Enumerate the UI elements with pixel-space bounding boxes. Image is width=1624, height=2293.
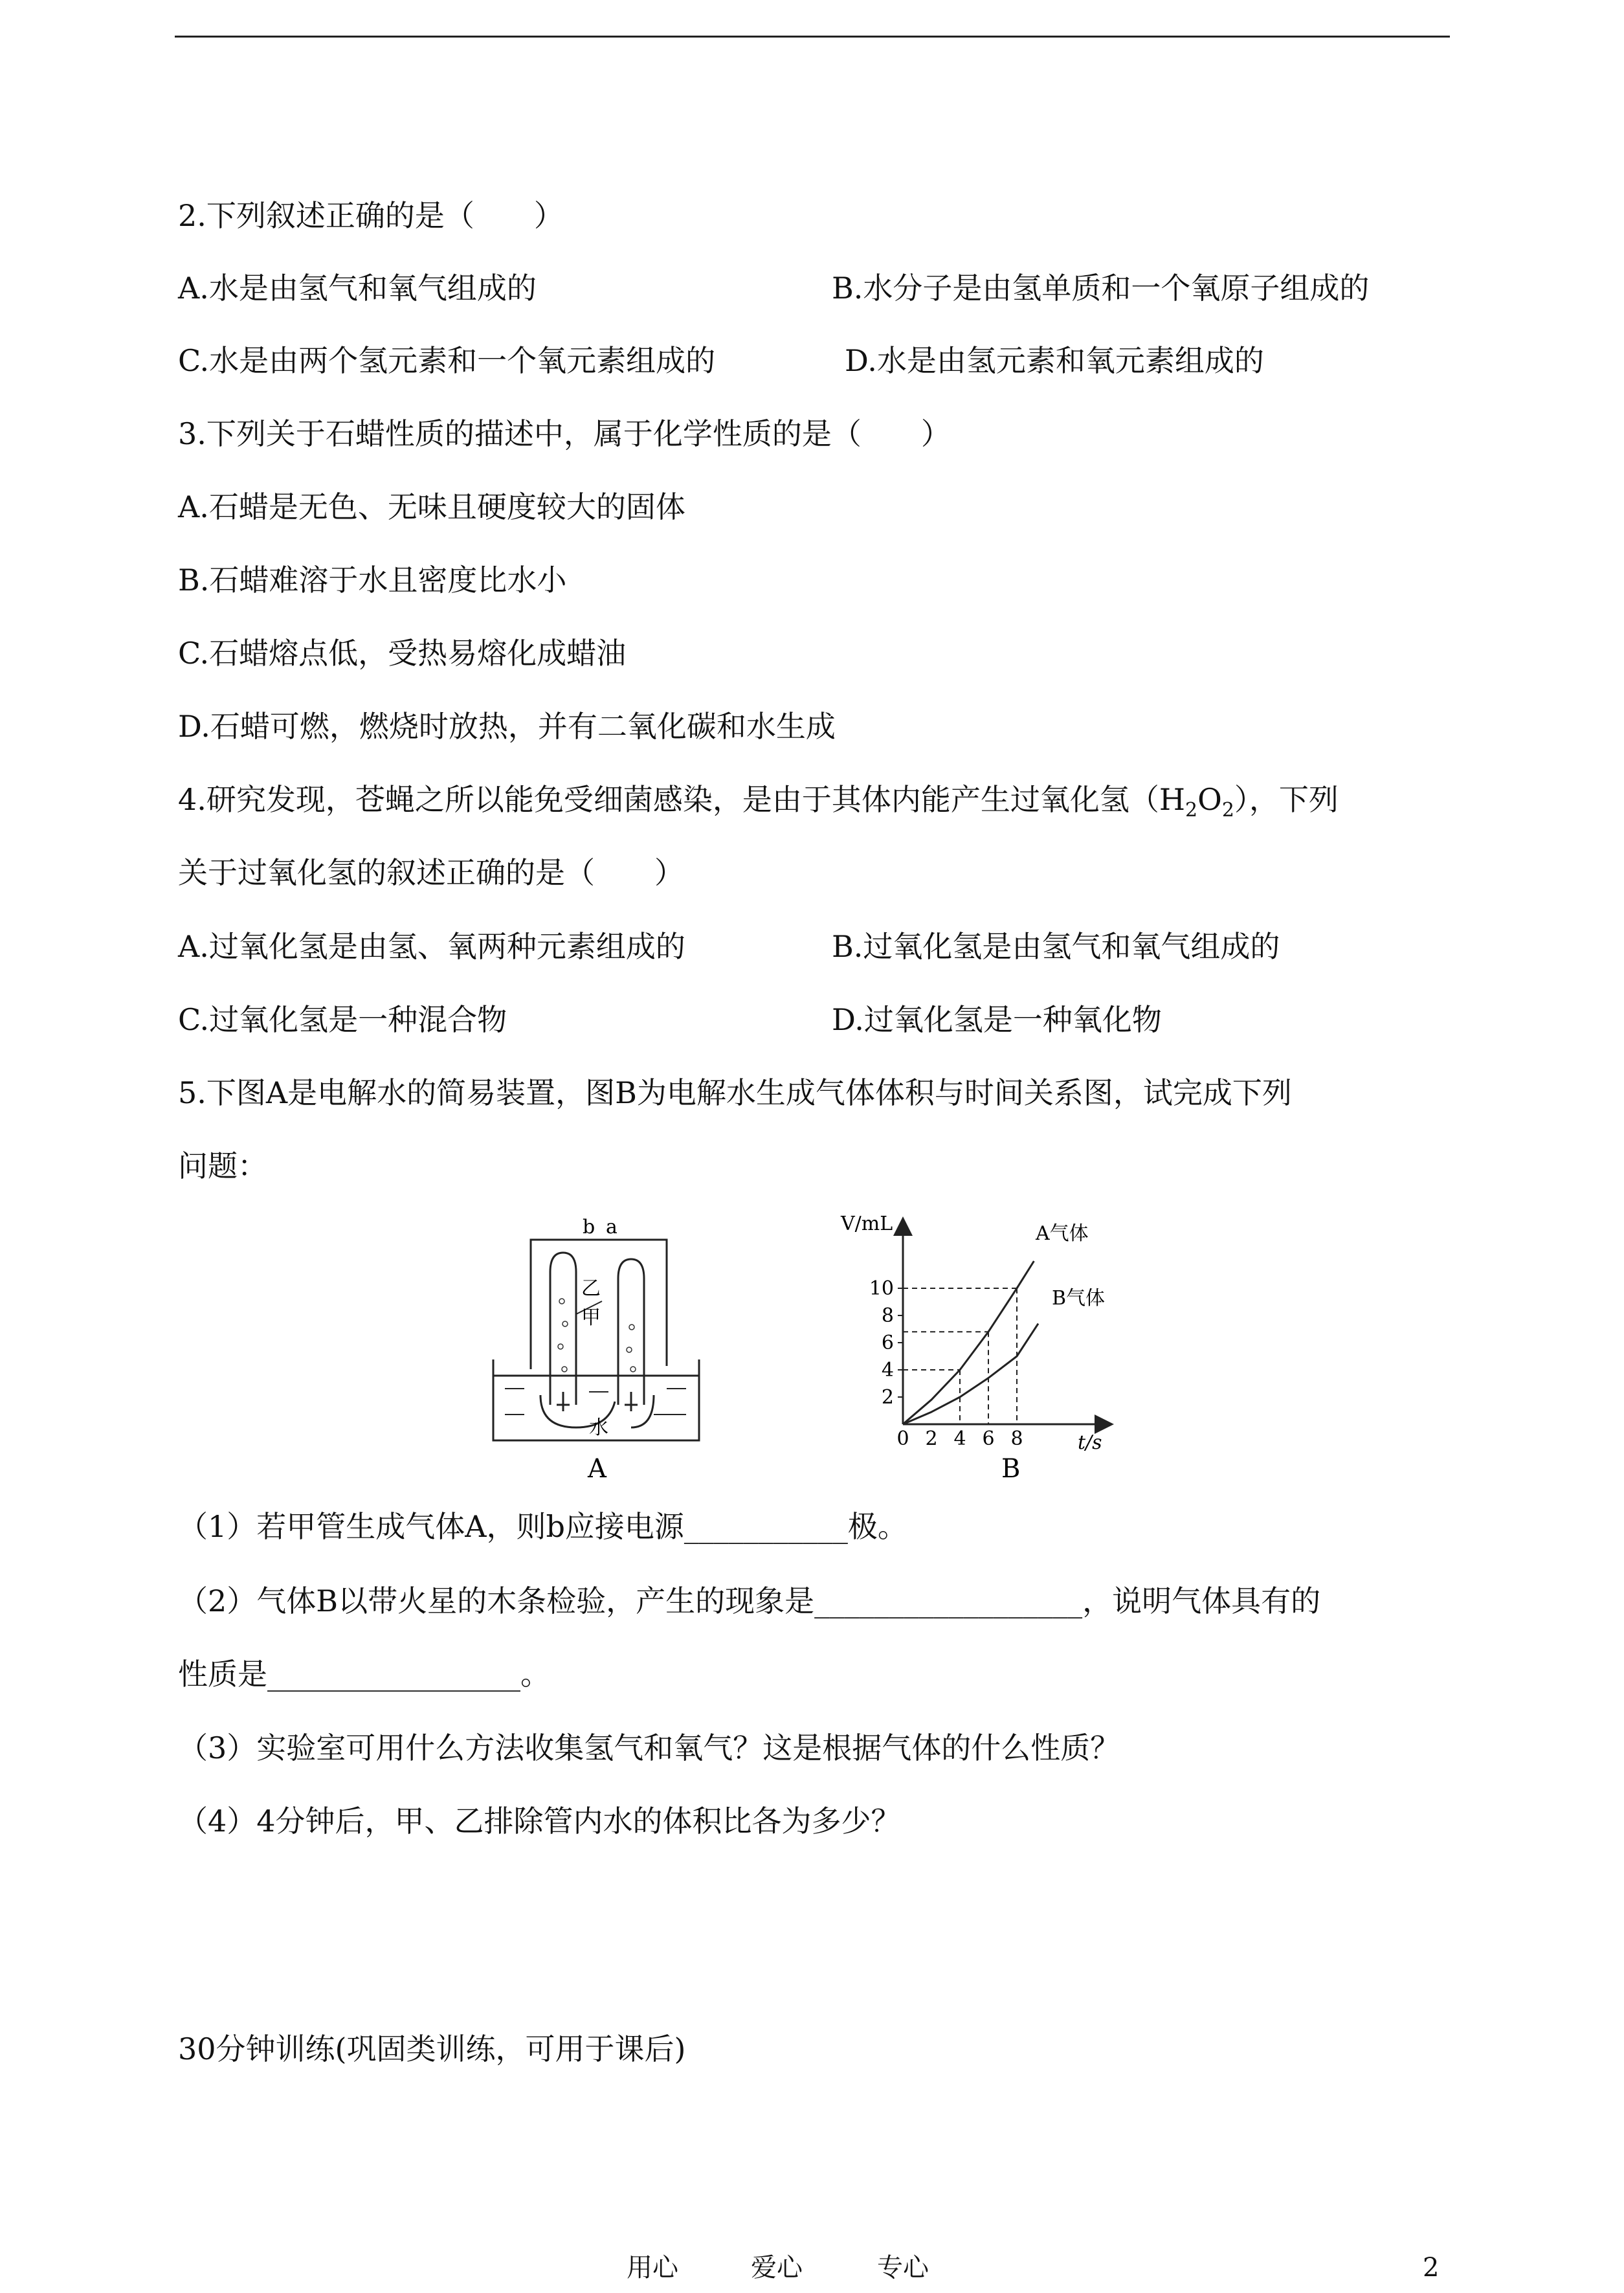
q4-stem-pre: 4.研究发现，苍蝇之所以能免受细菌感染，是由于其体内能产生过氧化氢（H (178, 782, 1186, 817)
footer-word-3: 专心 (877, 2253, 929, 2283)
y-tick-label: 6 (881, 1332, 894, 1354)
q2-stem: 2.下列叙述正确的是（ ） (178, 198, 564, 233)
header-rule (175, 36, 1450, 38)
q3-option-c: C.石蜡熔点低，受热易熔化成蜡油 (178, 636, 627, 671)
q4-stem-mid: O (1197, 782, 1222, 817)
y-tick-label: 8 (881, 1304, 894, 1327)
footer-word-1: 用心 (627, 2253, 678, 2283)
q3-option-b: B.石蜡难溶于水且密度比水小 (178, 563, 567, 598)
q4-stem (178, 780, 1339, 830)
page-number: 2 (1423, 2253, 1440, 2283)
q5-stem-line2: 问题： (178, 1148, 267, 1183)
x-tick-label: 2 (925, 1427, 938, 1450)
q2-option-d: D.水是由氢元素和氧元素组成的 (845, 343, 1264, 378)
q4-stem-line2: 关于过氧化氢的叙述正确的是（ ） (178, 855, 684, 890)
q5-part2: （2）气体B以带火星的木条检验，产生的现象是__________________，说明气体具有的 (178, 1583, 1321, 1618)
figure-b-chart (832, 1204, 1129, 1489)
series-b-line (903, 1324, 1038, 1424)
q3-option-a: A.石蜡是无色、无味且硬度较大的固体 (178, 489, 685, 524)
q2-option-b: B.水分子是由氢单质和一个氧原子组成的 (832, 271, 1370, 306)
q4-option-a: A.过氧化氢是由氢、氧两种元素组成的 (178, 929, 685, 964)
x-tick-label: 6 (982, 1427, 995, 1450)
y-axis-label: V/mL (841, 1213, 893, 1235)
q4-option-c: C.过氧化氢是一种混合物 (178, 1002, 507, 1037)
q4-option-d: D.过氧化氢是一种氧化物 (832, 1002, 1162, 1037)
x-tick-label: 8 (1010, 1427, 1023, 1450)
label-yi: 乙 (581, 1277, 601, 1300)
series-b-label: B气体 (1052, 1287, 1106, 1310)
q5-stem: 5.下图A是电解水的简易装置，图B为电解水生成气体体积与时间关系图，试完成下列 (178, 1075, 1292, 1110)
figure-a-electrolysis (479, 1204, 829, 1489)
section-title: 30分钟训练(巩固类训练，可用于课后) (178, 2031, 686, 2066)
q5-part1: （1）若甲管生成气体A，则b应接电源___________极。 (178, 1509, 907, 1544)
q4-sub1: 2 (1185, 799, 1198, 822)
label-jia: 甲 (581, 1306, 601, 1329)
q5-part3: （3）实验室可用什么方法收集氢气和氧气？这是根据气体的什么性质？ (178, 1730, 1120, 1765)
q4-stem-post: ），下列 (1234, 782, 1339, 817)
x-axis-label: t/s (1078, 1431, 1102, 1454)
y-tick-label: 10 (869, 1277, 894, 1300)
figure-b-caption: B (1001, 1454, 1021, 1484)
label-a: a (606, 1216, 617, 1238)
x-tick-label: 0 (896, 1427, 909, 1450)
y-tick-label: 2 (881, 1386, 894, 1409)
q4-sub2: 2 (1221, 799, 1234, 822)
series-a-line (903, 1261, 1034, 1424)
q4-option-b: B.过氧化氢是由氢气和氧气组成的 (832, 929, 1280, 964)
q5-part2-line2: 性质是_________________。 (178, 1657, 550, 1692)
q2-option-c: C.水是由两个氢元素和一个氧元素组成的 (178, 343, 716, 378)
y-tick-label: 4 (881, 1359, 894, 1381)
x-tick-label: 4 (953, 1427, 966, 1450)
q5-part4: （4）4分钟后，甲、乙排除管内水的体积比各为多少？ (178, 1804, 901, 1839)
figure-a-caption: A (588, 1454, 606, 1484)
label-water: 水 (589, 1416, 608, 1439)
label-b: b (583, 1216, 595, 1238)
series-a-label: A气体 (1036, 1222, 1089, 1245)
footer-word-2: 爱心 (751, 2253, 803, 2283)
q3-stem: 3.下列关于石蜡性质的描述中，属于化学性质的是（ ） (178, 416, 951, 451)
q2-option-a: A.水是由氢气和氧气组成的 (178, 271, 537, 306)
q3-option-d: D.石蜡可燃，燃烧时放热，并有二氧化碳和水生成 (178, 709, 836, 744)
